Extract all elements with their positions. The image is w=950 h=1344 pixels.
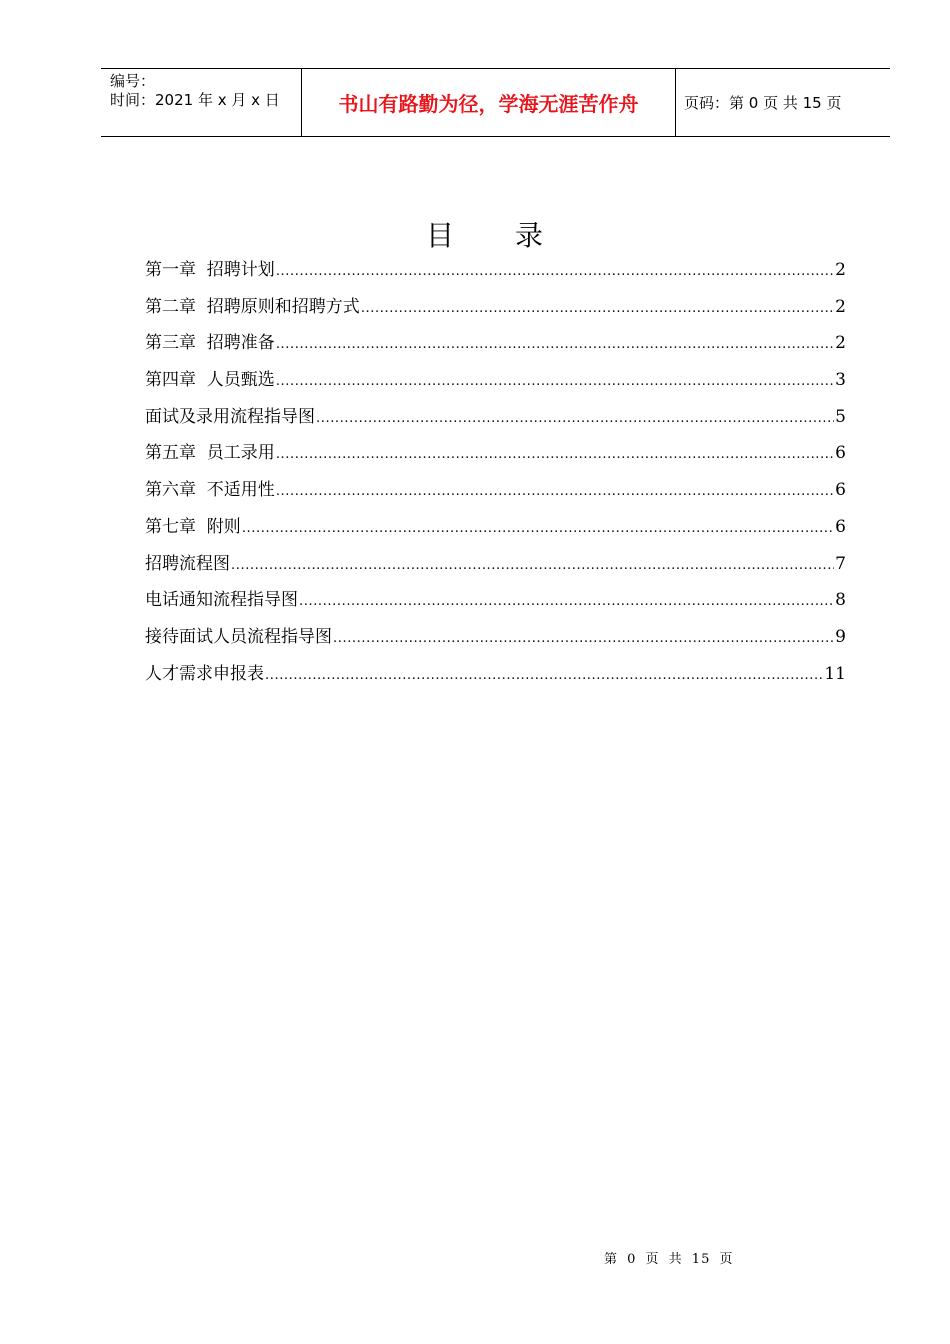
toc-entry-label: 第三章 招聘准备 [145, 333, 275, 354]
toc-entry[interactable] [145, 367, 846, 404]
toc-entry-label: 接待面试人员流程指导图 [145, 626, 332, 647]
toc-entry-label: 第七章 附则 [145, 516, 241, 537]
toc-leader-dots [276, 479, 834, 505]
toc-entry-page: 6 [835, 516, 846, 537]
toc-entry[interactable] [145, 587, 846, 624]
toc-entry-page: 6 [835, 443, 846, 464]
toc-leader-dots [265, 663, 823, 689]
toc-entry-label: 电话通知流程指导图 [145, 590, 298, 611]
toc-entry[interactable] [145, 404, 846, 441]
toc-entry-page: 2 [835, 333, 846, 354]
toc-leader-dots [276, 259, 834, 285]
toc-entry-label: 第一章 招聘计划 [145, 260, 275, 280]
toc-leader-dots [231, 553, 834, 579]
toc-entry[interactable] [145, 551, 846, 588]
toc-entry-label: 第六章 不适用性 [145, 480, 275, 501]
toc-entry-label: 第二章 招聘原则和招聘方式 [145, 296, 360, 317]
toc-entry-page: 7 [835, 553, 846, 574]
page-footer: 第 0 页 共 15 页 [604, 1252, 734, 1267]
page-header [101, 68, 890, 137]
toc-leader-dots [276, 332, 834, 358]
document-number-label: 编号： [110, 72, 156, 90]
toc-leader-dots [276, 442, 834, 468]
toc-leader-dots [276, 369, 834, 395]
toc-entry-page: 2 [835, 260, 846, 280]
toc-leader-dots [316, 406, 834, 432]
toc-entry[interactable] [145, 661, 846, 698]
toc-entry-page: 5 [835, 406, 846, 427]
toc-entry-page: 2 [835, 296, 846, 317]
toc-entry[interactable] [145, 514, 846, 551]
header-page-info: 页码：第 0 页 共 15 页 [684, 94, 842, 112]
toc-entry[interactable] [145, 294, 846, 331]
toc-entry[interactable] [145, 477, 846, 514]
toc-entry-label: 第四章 人员甄选 [145, 370, 275, 391]
toc-entry[interactable] [145, 440, 846, 477]
toc-title: 目 录 [426, 219, 569, 252]
header-left-cell [101, 69, 301, 136]
toc-entry[interactable] [145, 257, 846, 294]
toc-entry-label: 第五章 员工录用 [145, 443, 275, 464]
toc-entry-page: 3 [835, 370, 846, 391]
header-motto: 书山有路勤为径，学海无涯苦作舟 [301, 69, 676, 136]
toc-leader-dots [333, 626, 834, 652]
table-of-contents [145, 257, 846, 697]
document-time-label: 时间：2021 年 x 月 x 日 [110, 91, 280, 109]
toc-entry-page: 11 [824, 663, 846, 684]
toc-entry-label: 面试及录用流程指导图 [145, 406, 315, 427]
toc-entry[interactable] [145, 330, 846, 367]
toc-leader-dots [361, 296, 834, 322]
toc-entry-page: 6 [835, 480, 846, 501]
toc-entry[interactable] [145, 624, 846, 661]
toc-entry-page: 9 [835, 626, 846, 647]
toc-leader-dots [242, 516, 834, 542]
toc-entry-label: 人才需求申报表 [145, 663, 264, 684]
toc-entry-label: 招聘流程图 [145, 553, 230, 574]
toc-leader-dots [299, 589, 834, 615]
toc-entry-page: 8 [835, 590, 846, 611]
